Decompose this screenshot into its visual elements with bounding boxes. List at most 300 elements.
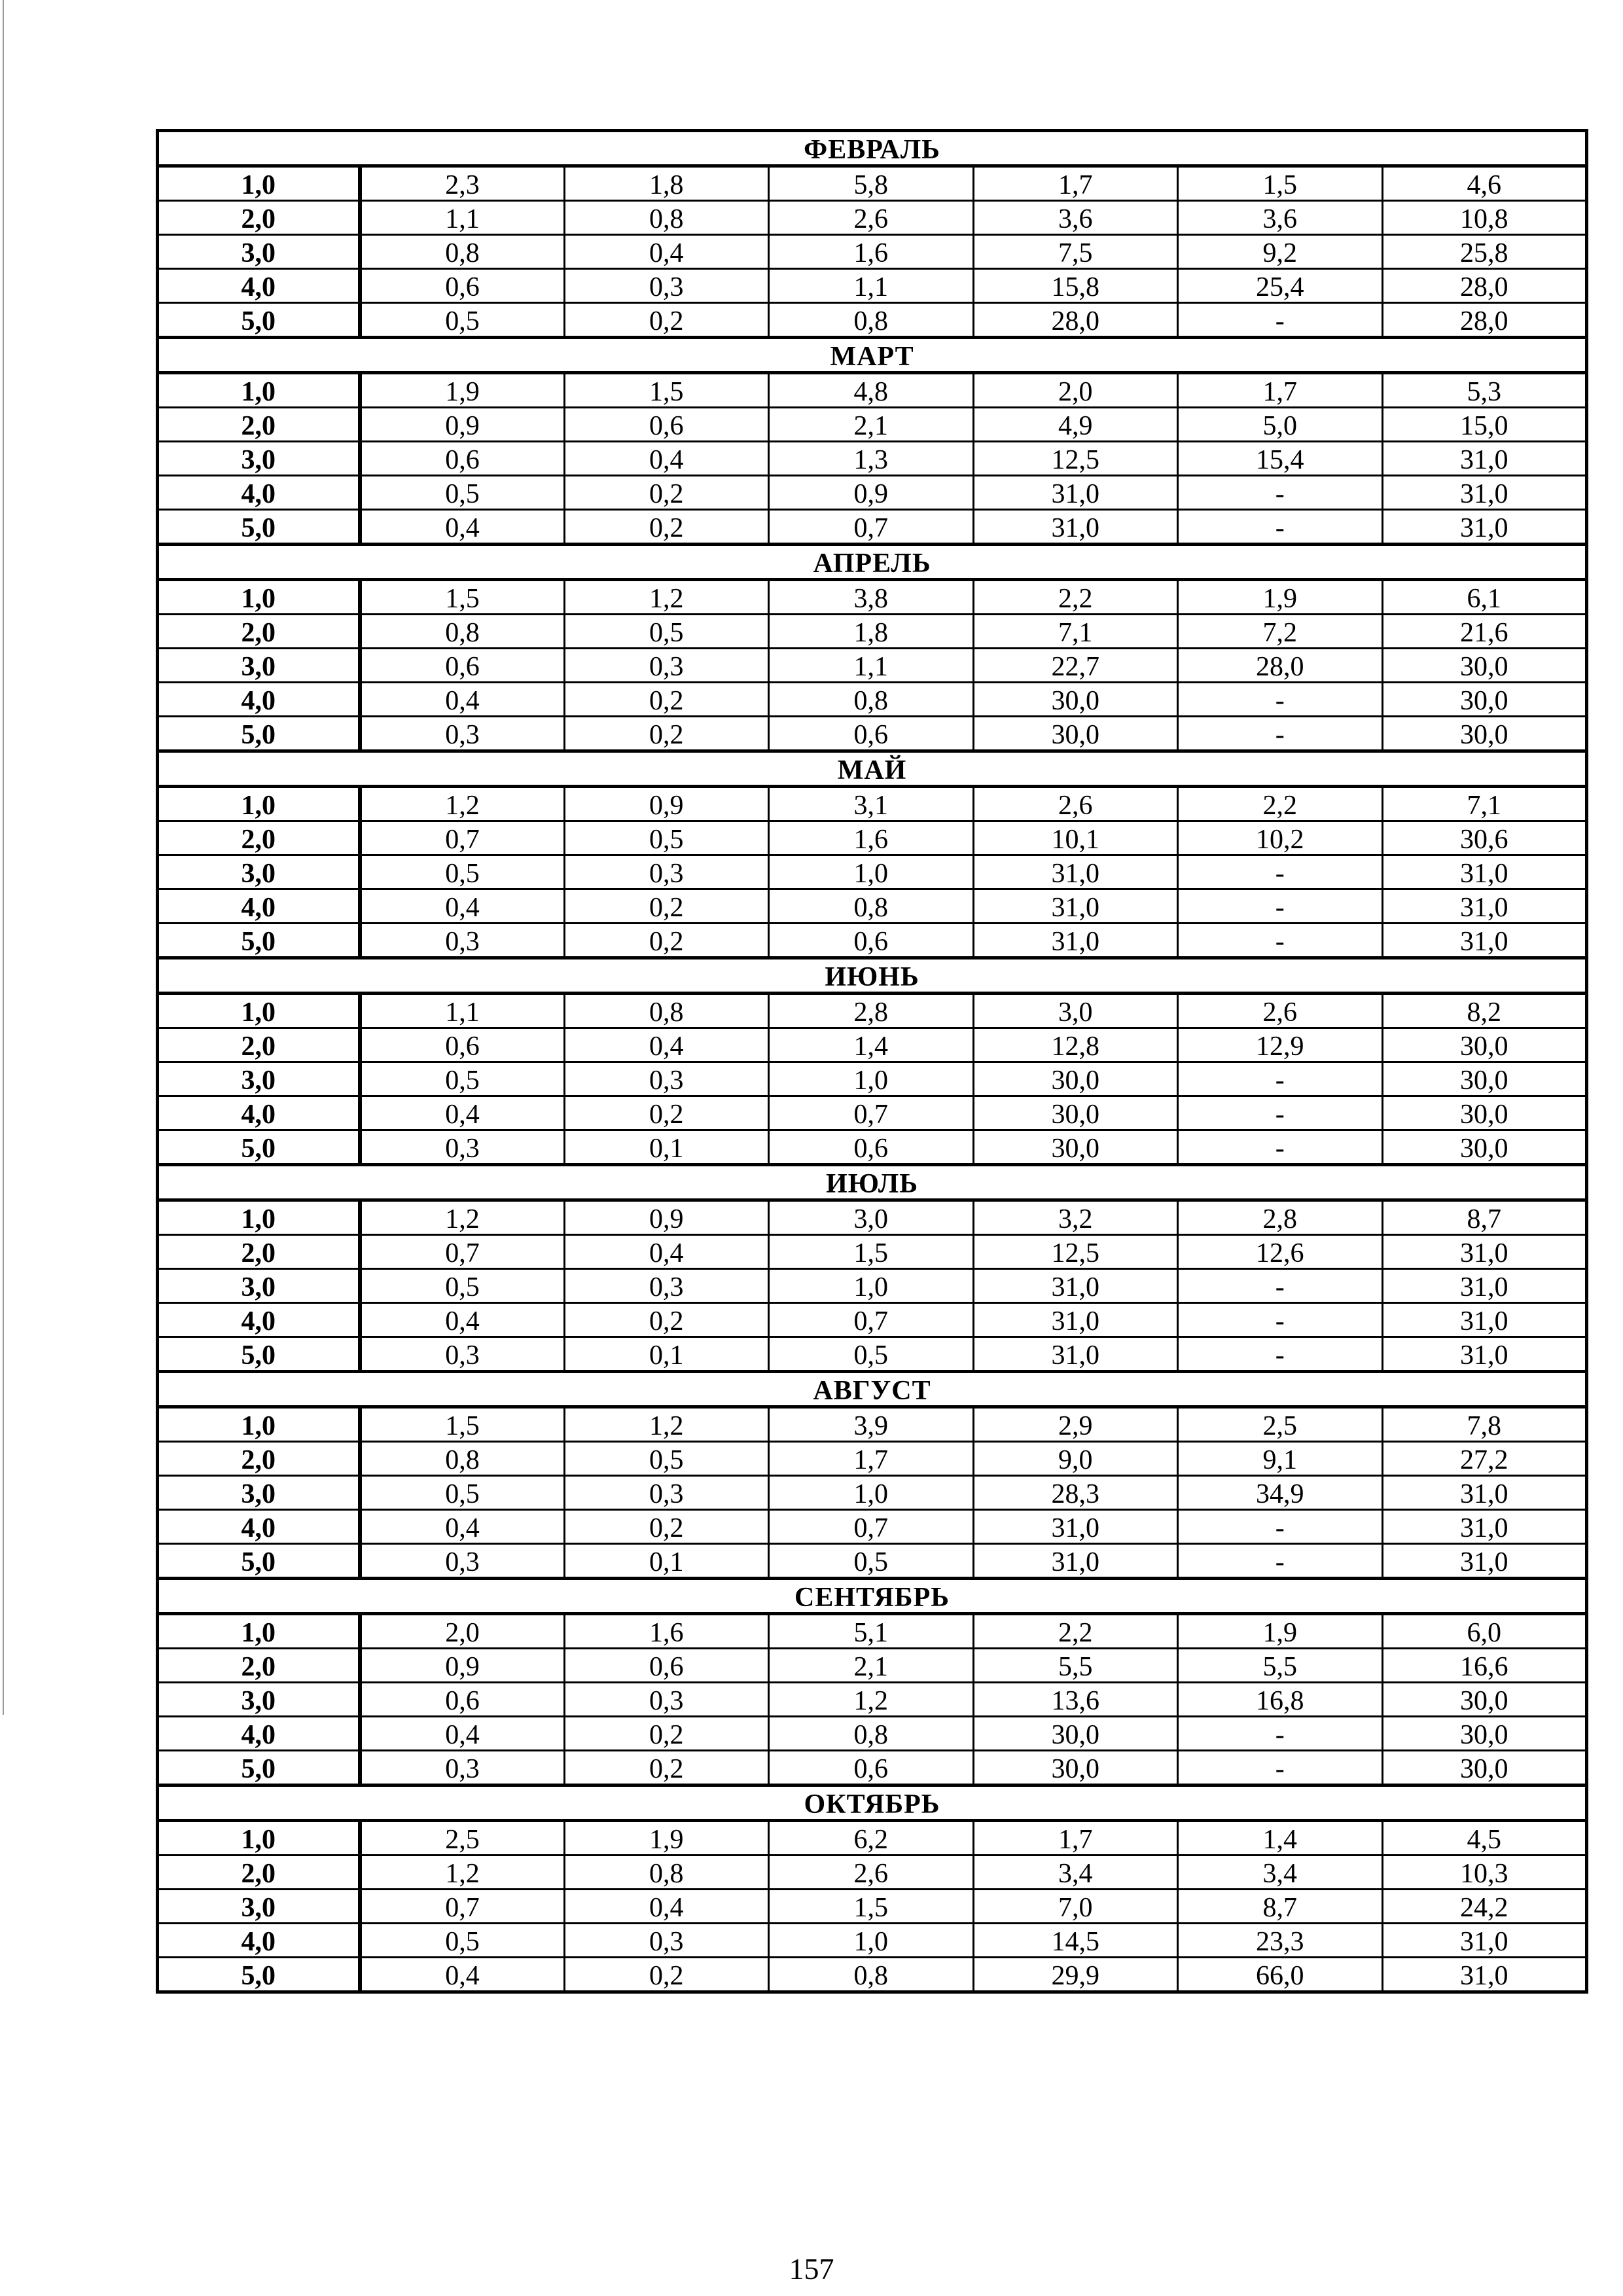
value-cell: 0,6 <box>564 408 769 442</box>
row-key-cell: 2,0 <box>158 408 360 442</box>
row-key-cell: 4,0 <box>158 1717 360 1751</box>
row-key-cell: 2,0 <box>158 201 360 235</box>
value-cell: 1,0 <box>769 1269 974 1303</box>
value-cell: 12,9 <box>1178 1028 1383 1062</box>
value-cell: 31,0 <box>973 476 1178 510</box>
row-key-cell: 3,0 <box>158 855 360 889</box>
value-cell: 31,0 <box>1382 476 1587 510</box>
value-cell: 0,7 <box>360 1235 565 1269</box>
value-cell: 1,6 <box>769 235 974 269</box>
row-key-cell: 3,0 <box>158 1683 360 1717</box>
value-cell: 12,5 <box>973 1235 1178 1269</box>
value-cell: 0,2 <box>564 510 769 545</box>
table-row <box>158 1062 1587 1096</box>
row-key-cell: 5,0 <box>158 1751 360 1785</box>
value-cell: 0,5 <box>360 1062 565 1096</box>
table-row <box>158 1337 1587 1372</box>
value-cell: 0,8 <box>769 889 974 924</box>
value-cell: 0,2 <box>564 1958 769 1992</box>
value-cell: 15,8 <box>973 269 1178 303</box>
value-cell: 9,2 <box>1178 235 1383 269</box>
value-cell: 0,9 <box>564 1200 769 1235</box>
value-cell: 1,0 <box>769 855 974 889</box>
row-key-cell: 1,0 <box>158 1200 360 1235</box>
value-cell: 31,0 <box>1382 1924 1587 1958</box>
value-cell: 0,8 <box>564 994 769 1028</box>
row-key-cell: 2,0 <box>158 1856 360 1890</box>
value-cell: 0,8 <box>769 1717 974 1751</box>
value-cell: 7,5 <box>973 235 1178 269</box>
value-cell: 2,2 <box>973 580 1178 615</box>
value-cell: 0,2 <box>564 303 769 338</box>
value-cell: 0,5 <box>360 303 565 338</box>
value-cell: 28,0 <box>1382 269 1587 303</box>
value-cell: 0,3 <box>360 1130 565 1165</box>
value-cell: - <box>1178 889 1383 924</box>
value-cell: 0,4 <box>360 1303 565 1337</box>
value-cell: 4,8 <box>769 373 974 408</box>
row-key-cell: 5,0 <box>158 1544 360 1579</box>
value-cell: 0,8 <box>564 201 769 235</box>
month-title: ОКТЯБРЬ <box>158 1785 1587 1821</box>
value-cell: 31,0 <box>1382 1510 1587 1544</box>
value-cell: - <box>1178 1544 1383 1579</box>
value-cell: 25,8 <box>1382 235 1587 269</box>
row-key-cell: 4,0 <box>158 476 360 510</box>
table-row <box>158 1958 1587 1992</box>
table-row <box>158 889 1587 924</box>
value-cell: 9,0 <box>973 1442 1178 1476</box>
value-cell: 2,3 <box>360 166 565 201</box>
value-cell: 0,3 <box>360 717 565 751</box>
table-row <box>158 994 1587 1028</box>
row-key-cell: 2,0 <box>158 615 360 649</box>
value-cell: 31,0 <box>973 1269 1178 1303</box>
table-row <box>158 1510 1587 1544</box>
value-cell: 31,0 <box>1382 1337 1587 1372</box>
month-title: ИЮНЬ <box>158 958 1587 994</box>
value-cell: 0,7 <box>360 1890 565 1924</box>
value-cell: 1,2 <box>564 580 769 615</box>
value-cell: 16,8 <box>1178 1683 1383 1717</box>
value-cell: 2,8 <box>769 994 974 1028</box>
value-cell: 1,9 <box>360 373 565 408</box>
value-cell: 1,7 <box>973 1821 1178 1856</box>
value-cell: 31,0 <box>1382 889 1587 924</box>
value-cell: 30,0 <box>1382 1751 1587 1785</box>
value-cell: 0,3 <box>564 1269 769 1303</box>
month-title: МАРТ <box>158 338 1587 373</box>
value-cell: 2,6 <box>1178 994 1383 1028</box>
row-key-cell: 5,0 <box>158 510 360 545</box>
row-key-cell: 3,0 <box>158 442 360 476</box>
table-row <box>158 1683 1587 1717</box>
row-key-cell: 3,0 <box>158 1476 360 1510</box>
value-cell: 0,6 <box>769 924 974 958</box>
value-cell: 0,6 <box>769 1130 974 1165</box>
value-cell: 7,1 <box>1382 787 1587 821</box>
value-cell: 0,4 <box>564 1028 769 1062</box>
value-cell: - <box>1178 1096 1383 1130</box>
value-cell: 1,5 <box>769 1235 974 1269</box>
table-row <box>158 303 1587 338</box>
table-row <box>158 787 1587 821</box>
value-cell: 0,5 <box>360 855 565 889</box>
value-cell: 0,9 <box>360 1649 565 1683</box>
value-cell: 5,3 <box>1382 373 1587 408</box>
value-cell: 2,6 <box>769 1856 974 1890</box>
value-cell: - <box>1178 717 1383 751</box>
value-cell: 0,7 <box>769 1096 974 1130</box>
value-cell: 0,4 <box>360 1096 565 1130</box>
value-cell: 3,1 <box>769 787 974 821</box>
value-cell: 0,2 <box>564 1751 769 1785</box>
value-cell: 3,0 <box>973 994 1178 1028</box>
table-row <box>158 615 1587 649</box>
table-row <box>158 717 1587 751</box>
value-cell: 9,1 <box>1178 1442 1383 1476</box>
table-row <box>158 855 1587 889</box>
value-cell: 0,4 <box>360 889 565 924</box>
value-cell: 31,0 <box>973 889 1178 924</box>
value-cell: - <box>1178 510 1383 545</box>
value-cell: 0,8 <box>564 1856 769 1890</box>
row-key-cell: 2,0 <box>158 1649 360 1683</box>
row-key-cell: 4,0 <box>158 269 360 303</box>
row-key-cell: 4,0 <box>158 889 360 924</box>
value-cell: 31,0 <box>1382 510 1587 545</box>
value-cell: 0,6 <box>769 717 974 751</box>
value-cell: 31,0 <box>973 855 1178 889</box>
value-cell: 12,5 <box>973 442 1178 476</box>
row-key-cell: 4,0 <box>158 1510 360 1544</box>
table-row <box>158 1028 1587 1062</box>
table-row <box>158 1544 1587 1579</box>
value-cell: 4,5 <box>1382 1821 1587 1856</box>
value-cell: 0,3 <box>564 855 769 889</box>
value-cell: 15,4 <box>1178 442 1383 476</box>
scan-edge-line <box>3 0 6 1715</box>
table-row <box>158 1924 1587 1958</box>
value-cell: 30,0 <box>1382 1028 1587 1062</box>
value-cell: 28,0 <box>973 303 1178 338</box>
value-cell: 30,6 <box>1382 821 1587 855</box>
table-row <box>158 924 1587 958</box>
monthly-data-table <box>156 129 1588 1994</box>
row-key-cell: 5,0 <box>158 1958 360 1992</box>
value-cell: 4,9 <box>973 408 1178 442</box>
value-cell: 0,5 <box>769 1337 974 1372</box>
value-cell: 0,6 <box>564 1649 769 1683</box>
table-row <box>158 1130 1587 1165</box>
value-cell: 0,2 <box>564 924 769 958</box>
row-key-cell: 3,0 <box>158 1062 360 1096</box>
value-cell: 31,0 <box>973 1337 1178 1372</box>
row-key-cell: 1,0 <box>158 787 360 821</box>
value-cell: - <box>1178 1062 1383 1096</box>
value-cell: 1,6 <box>769 821 974 855</box>
row-key-cell: 3,0 <box>158 235 360 269</box>
value-cell: - <box>1178 1337 1383 1372</box>
row-key-cell: 5,0 <box>158 717 360 751</box>
table-row <box>158 1442 1587 1476</box>
value-cell: 1,7 <box>973 166 1178 201</box>
month-title: АВГУСТ <box>158 1372 1587 1407</box>
value-cell: 1,9 <box>1178 1614 1383 1649</box>
row-key-cell: 2,0 <box>158 1028 360 1062</box>
value-cell: 0,3 <box>360 1337 565 1372</box>
value-cell: 0,7 <box>769 510 974 545</box>
value-cell: 30,0 <box>1382 1096 1587 1130</box>
table-row <box>158 373 1587 408</box>
value-cell: 3,9 <box>769 1407 974 1442</box>
value-cell: 5,5 <box>973 1649 1178 1683</box>
value-cell: 1,4 <box>769 1028 974 1062</box>
month-title: МАЙ <box>158 751 1587 787</box>
value-cell: 2,0 <box>973 373 1178 408</box>
value-cell: 0,5 <box>360 1269 565 1303</box>
row-key-cell: 2,0 <box>158 821 360 855</box>
month-title: ФЕВРАЛЬ <box>158 131 1587 166</box>
value-cell: 30,0 <box>1382 1130 1587 1165</box>
value-cell: 30,0 <box>1382 1062 1587 1096</box>
row-key-cell: 1,0 <box>158 1821 360 1856</box>
table-row <box>158 269 1587 303</box>
value-cell: 13,6 <box>973 1683 1178 1717</box>
value-cell: 5,1 <box>769 1614 974 1649</box>
value-cell: 2,1 <box>769 408 974 442</box>
value-cell: 0,5 <box>769 1544 974 1579</box>
value-cell: 0,6 <box>360 1028 565 1062</box>
value-cell: 1,2 <box>360 787 565 821</box>
value-cell: 7,8 <box>1382 1407 1587 1442</box>
value-cell: 1,5 <box>1178 166 1383 201</box>
value-cell: 6,1 <box>1382 580 1587 615</box>
value-cell: 0,8 <box>769 1958 974 1992</box>
table-row <box>158 1821 1587 1856</box>
value-cell: 0,9 <box>564 787 769 821</box>
value-cell: 7,0 <box>973 1890 1178 1924</box>
value-cell: 31,0 <box>973 924 1178 958</box>
value-cell: 31,0 <box>1382 1303 1587 1337</box>
value-cell: 28,3 <box>973 1476 1178 1510</box>
value-cell: 0,2 <box>564 1303 769 1337</box>
table-row <box>158 821 1587 855</box>
value-cell: 0,3 <box>360 924 565 958</box>
value-cell: 0,5 <box>564 821 769 855</box>
value-cell: 2,5 <box>360 1821 565 1856</box>
row-key-cell: 3,0 <box>158 1269 360 1303</box>
table-row <box>158 1614 1587 1649</box>
value-cell: 0,2 <box>564 1717 769 1751</box>
value-cell: 30,0 <box>973 1130 1178 1165</box>
value-cell: 0,2 <box>564 476 769 510</box>
table-row <box>158 1751 1587 1785</box>
value-cell: 30,0 <box>973 683 1178 717</box>
value-cell: 1,1 <box>769 649 974 683</box>
month-header-row <box>158 751 1587 787</box>
month-header-row <box>158 1579 1587 1614</box>
value-cell: 3,4 <box>973 1856 1178 1890</box>
value-cell: 1,2 <box>360 1856 565 1890</box>
value-cell: 31,0 <box>1382 1544 1587 1579</box>
value-cell: 1,1 <box>360 994 565 1028</box>
value-cell: 12,8 <box>973 1028 1178 1062</box>
value-cell: 31,0 <box>973 510 1178 545</box>
value-cell: 0,5 <box>360 476 565 510</box>
month-header-row <box>158 545 1587 580</box>
value-cell: 31,0 <box>1382 442 1587 476</box>
value-cell: 1,0 <box>769 1476 974 1510</box>
row-key-cell: 4,0 <box>158 1303 360 1337</box>
value-cell: 3,8 <box>769 580 974 615</box>
value-cell: 10,1 <box>973 821 1178 855</box>
value-cell: 0,7 <box>360 821 565 855</box>
value-cell: 0,9 <box>769 476 974 510</box>
table-row <box>158 408 1587 442</box>
table-body <box>158 131 1587 1992</box>
value-cell: 0,6 <box>360 269 565 303</box>
value-cell: - <box>1178 1130 1383 1165</box>
value-cell: 23,3 <box>1178 1924 1383 1958</box>
value-cell: 1,4 <box>1178 1821 1383 1856</box>
value-cell: 0,1 <box>564 1337 769 1372</box>
value-cell: 2,2 <box>1178 787 1383 821</box>
table-row <box>158 649 1587 683</box>
row-key-cell: 1,0 <box>158 166 360 201</box>
value-cell: 0,6 <box>360 442 565 476</box>
value-cell: 0,3 <box>564 1924 769 1958</box>
value-cell: 8,7 <box>1382 1200 1587 1235</box>
value-cell: 0,6 <box>360 649 565 683</box>
value-cell: 30,0 <box>973 1062 1178 1096</box>
value-cell: 31,0 <box>1382 1235 1587 1269</box>
value-cell: 2,1 <box>769 1649 974 1683</box>
value-cell: 30,0 <box>1382 717 1587 751</box>
value-cell: 24,2 <box>1382 1890 1587 1924</box>
value-cell: 0,8 <box>360 1442 565 1476</box>
value-cell: 2,6 <box>973 787 1178 821</box>
value-cell: - <box>1178 1717 1383 1751</box>
value-cell: 66,0 <box>1178 1958 1383 1992</box>
value-cell: 28,0 <box>1178 649 1383 683</box>
value-cell: 1,0 <box>769 1924 974 1958</box>
table-row <box>158 166 1587 201</box>
value-cell: - <box>1178 924 1383 958</box>
value-cell: - <box>1178 1751 1383 1785</box>
value-cell: 0,2 <box>564 717 769 751</box>
value-cell: 1,2 <box>564 1407 769 1442</box>
value-cell: 31,0 <box>973 1303 1178 1337</box>
value-cell: 1,1 <box>360 201 565 235</box>
value-cell: 3,2 <box>973 1200 1178 1235</box>
value-cell: 0,3 <box>564 1476 769 1510</box>
table-row <box>158 1269 1587 1303</box>
row-key-cell: 4,0 <box>158 1096 360 1130</box>
month-title: ИЮЛЬ <box>158 1165 1587 1200</box>
value-cell: 10,2 <box>1178 821 1383 855</box>
value-cell: - <box>1178 1303 1383 1337</box>
value-cell: 0,5 <box>360 1476 565 1510</box>
value-cell: 30,0 <box>973 717 1178 751</box>
table-row <box>158 1649 1587 1683</box>
value-cell: 0,8 <box>769 683 974 717</box>
row-key-cell: 2,0 <box>158 1235 360 1269</box>
value-cell: 30,0 <box>1382 1717 1587 1751</box>
value-cell: 2,6 <box>769 201 974 235</box>
table-row <box>158 1200 1587 1235</box>
value-cell: 31,0 <box>973 1544 1178 1579</box>
value-cell: - <box>1178 476 1383 510</box>
value-cell: 31,0 <box>1382 1958 1587 1992</box>
value-cell: 1,3 <box>769 442 974 476</box>
month-header-row <box>158 131 1587 166</box>
value-cell: 5,0 <box>1178 408 1383 442</box>
value-cell: 0,4 <box>564 442 769 476</box>
row-key-cell: 5,0 <box>158 924 360 958</box>
value-cell: 31,0 <box>973 1510 1178 1544</box>
value-cell: 12,6 <box>1178 1235 1383 1269</box>
row-key-cell: 5,0 <box>158 303 360 338</box>
value-cell: 6,2 <box>769 1821 974 1856</box>
value-cell: 30,0 <box>973 1751 1178 1785</box>
row-key-cell: 4,0 <box>158 1924 360 1958</box>
month-header-row <box>158 1785 1587 1821</box>
month-title: АПРЕЛЬ <box>158 545 1587 580</box>
month-header-row <box>158 1372 1587 1407</box>
month-header-row <box>158 958 1587 994</box>
table-row <box>158 1235 1587 1269</box>
value-cell: 1,5 <box>564 373 769 408</box>
value-cell: 25,4 <box>1178 269 1383 303</box>
value-cell: 1,5 <box>769 1890 974 1924</box>
value-cell: - <box>1178 1269 1383 1303</box>
value-cell: 1,7 <box>1178 373 1383 408</box>
value-cell: 5,8 <box>769 166 974 201</box>
value-cell: 21,6 <box>1382 615 1587 649</box>
value-cell: 0,3 <box>564 1683 769 1717</box>
value-cell: 1,9 <box>564 1821 769 1856</box>
table-row <box>158 1856 1587 1890</box>
page-number: 157 <box>789 2252 834 2286</box>
value-cell: 31,0 <box>1382 1269 1587 1303</box>
row-key-cell: 1,0 <box>158 373 360 408</box>
value-cell: 1,2 <box>360 1200 565 1235</box>
table-row <box>158 1476 1587 1510</box>
value-cell: 5,5 <box>1178 1649 1383 1683</box>
value-cell: 1,8 <box>564 166 769 201</box>
value-cell: 0,6 <box>360 1683 565 1717</box>
table-row <box>158 235 1587 269</box>
value-cell: 6,0 <box>1382 1614 1587 1649</box>
table-row <box>158 201 1587 235</box>
value-cell: 28,0 <box>1382 303 1587 338</box>
value-cell: 31,0 <box>1382 924 1587 958</box>
value-cell: 0,7 <box>769 1303 974 1337</box>
value-cell: 1,7 <box>769 1442 974 1476</box>
value-cell: 31,0 <box>1382 855 1587 889</box>
value-cell: - <box>1178 855 1383 889</box>
value-cell: 0,5 <box>564 615 769 649</box>
value-cell: 1,8 <box>769 615 974 649</box>
value-cell: 2,5 <box>1178 1407 1383 1442</box>
value-cell: - <box>1178 683 1383 717</box>
row-key-cell: 3,0 <box>158 649 360 683</box>
value-cell: 0,4 <box>360 1510 565 1544</box>
value-cell: - <box>1178 303 1383 338</box>
value-cell: 0,4 <box>360 683 565 717</box>
value-cell: 34,9 <box>1178 1476 1383 1510</box>
